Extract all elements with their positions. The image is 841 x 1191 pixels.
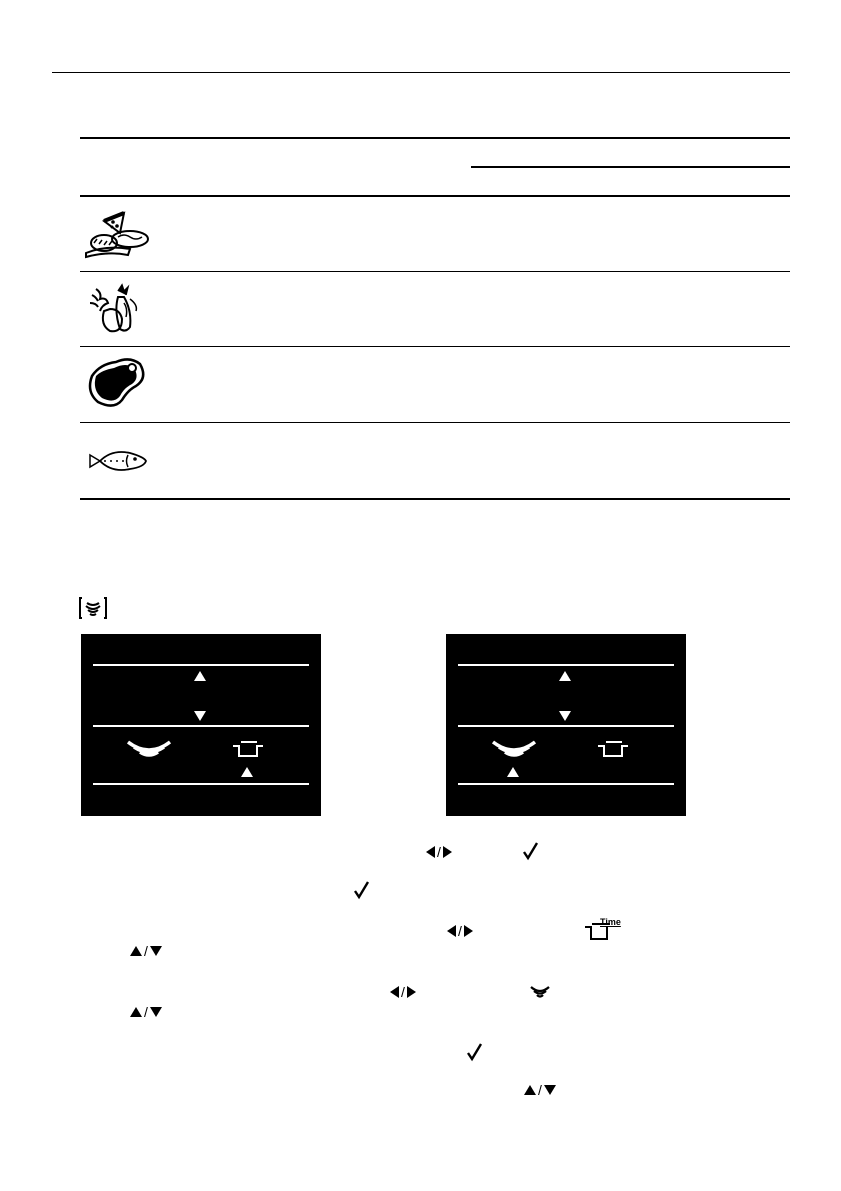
selection-indicator-icon [241,767,253,777]
table-bottom-rule [80,498,790,500]
up-arrow-icon [559,671,571,681]
display-divider [93,783,309,785]
oven-display-time-selected [81,634,321,816]
pot-time-label: Time [600,917,621,927]
vegetables-icon [82,281,152,337]
steam-icon [126,738,172,760]
steam-symbol-icon [78,596,108,620]
up-arrow-icon [194,671,206,681]
display-divider [93,725,309,727]
check-icon [465,1042,483,1062]
up-down-arrows-icon: / [130,1005,162,1019]
display-divider [93,664,309,666]
left-right-arrows-icon: / [390,985,416,999]
pizza-bread-icon [82,207,152,263]
table-row-rule [80,271,790,272]
display-divider [458,664,674,666]
table-subheader-rule [471,166,790,168]
check-icon [521,841,539,861]
table-row-rule [80,346,790,347]
display-divider [458,783,674,785]
selection-indicator-icon [507,767,519,777]
left-right-arrows-icon: / [447,924,473,938]
check-icon [352,880,370,900]
table-header-rule [80,195,790,197]
down-arrow-icon [559,711,571,721]
oven-display-steam-selected [446,634,686,816]
steam-icon [529,984,551,1000]
up-down-arrows-icon: / [524,1083,556,1097]
display-divider [458,725,674,727]
pot-time-icon [584,917,624,943]
down-arrow-icon [194,711,206,721]
steam-icon [491,738,537,760]
table-top-rule [80,137,790,139]
pot-icon [594,738,634,760]
page-header-rule [52,72,790,73]
table-row-rule [80,422,790,423]
meat-icon [82,354,152,410]
pot-icon [229,738,269,760]
up-down-arrows-icon: / [130,944,162,958]
left-right-arrows-icon: / [426,845,452,859]
fish-icon [82,433,152,489]
